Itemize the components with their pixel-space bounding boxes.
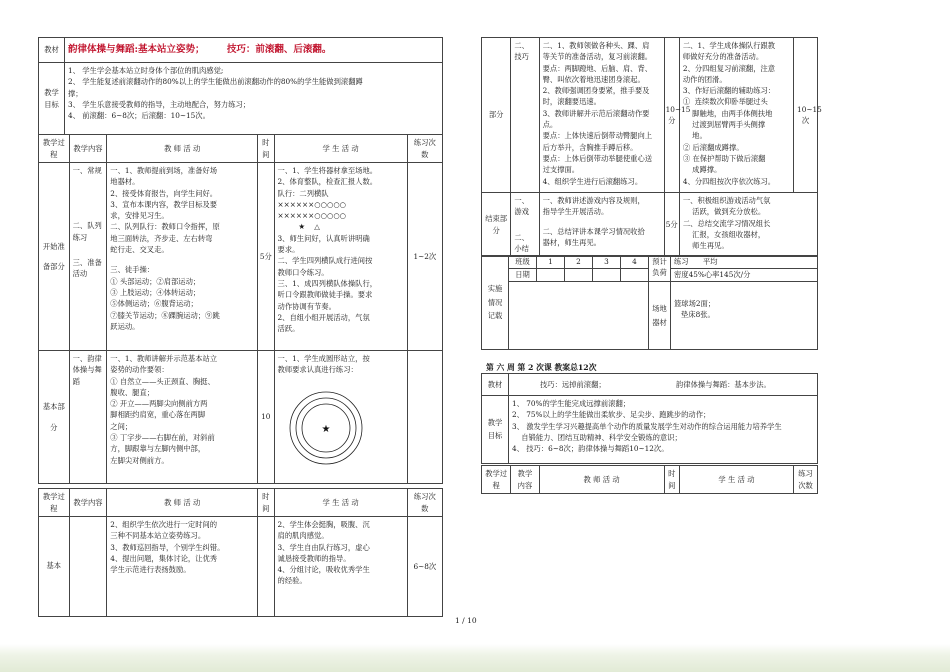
title-part-2: 技巧：前滚翻、后滚翻。 <box>226 43 332 55</box>
header-teacher: 教 师 活 动 <box>107 489 258 517</box>
student-line: 一、积极组织游戏活动气氛 <box>682 196 771 205</box>
student-line: 肩的肌肉感觉。 <box>277 531 329 541</box>
teacher-line: 3、教师巡回指导，个别学生纠错。 <box>110 542 225 552</box>
student-line: 3、学生自由队行练习，虚心 <box>277 542 370 552</box>
class-col: 2 <box>565 256 593 269</box>
student-line: 4、分四组按次序依次练习。 <box>682 176 776 186</box>
lesson-title <box>65 38 443 63</box>
title-part-1: 韵律体操与舞蹈:基本站立姿势； <box>68 43 205 55</box>
teacher-line: 要点：上体快速后倒带动臀腿向上 <box>542 131 653 141</box>
reps-basic <box>407 351 442 484</box>
teacher-line: 后方举升，含胸推手蹲后移。 <box>542 142 638 152</box>
teacher-line: 2、教师强调团身要紧，推手要及 <box>542 86 650 96</box>
lesson2-header-table <box>481 465 818 494</box>
student-line: 二、总结交流学习情况组长 <box>682 218 771 228</box>
header-reps: 练习次数 <box>794 466 818 494</box>
teacher-line <box>543 218 661 226</box>
material-label: 教材 <box>39 38 65 63</box>
teacher-line: ① 头部运动；②肩部运动； <box>110 276 201 286</box>
content-start <box>69 163 107 351</box>
goals-label: 教学目标 <box>482 396 509 464</box>
teacher-line: 一、1、教师提前到场，准备好场 <box>110 166 218 175</box>
content-end <box>511 193 539 257</box>
student-skill <box>679 38 793 193</box>
student-line: 队行：二列横队 <box>277 188 329 198</box>
time-skill: 10~15分 <box>664 38 679 193</box>
teacher-line: 脚相距约肩宽，重心落在两脚 <box>110 410 206 420</box>
left-process-table-2 <box>38 488 443 617</box>
teacher-line: 一、教师讲述游戏内容及规则， <box>542 196 645 205</box>
student-line: 活跃。 <box>277 324 300 334</box>
goal-item: 3、 学生乐意接受教师的指导，主动地配合，努力练习； <box>68 99 251 109</box>
record-label: 实施情况记载 <box>482 256 509 350</box>
goal-item: 4、 技巧：6~8次；韵律体操与舞蹈10~12次。 <box>512 444 669 454</box>
header-teacher: 教 师 活 动 <box>107 135 258 163</box>
teacher-line: 一、1、教师讲解并示范基本站立 <box>110 354 218 363</box>
student-line: 师做好充分的准备活动。 <box>682 52 764 62</box>
goal-item: 自锻能力、团结互助精神、科学安全锻炼的意识； <box>512 432 682 442</box>
teacher-end <box>539 193 664 257</box>
density-value: 密度45%心率145次/分 <box>671 269 818 282</box>
goal-item: 2、 学生能复述前滚翻动作的80%以上的学生能做出前滚翻动作的80%的学生能做到滚翻蹲 <box>68 77 363 87</box>
header-time: 时间 <box>664 466 679 494</box>
practice-avg <box>671 256 818 269</box>
date-cell <box>565 269 593 282</box>
time-start: 5分 <box>258 163 274 351</box>
teacher-line: 器材，师生再见。 <box>542 237 601 247</box>
teacher-line: 二、总结评讲本课学习情况收拾 <box>542 226 645 236</box>
student-line: 要求。 <box>277 245 300 255</box>
teacher-star-icon: ★ <box>321 423 331 435</box>
date-cell <box>537 269 565 282</box>
content-basic: 一、韵律体操与舞蹈 <box>69 351 107 484</box>
left-process-table <box>38 134 443 484</box>
teacher-line: 点。 <box>542 120 558 130</box>
header-student: 学 生 活 动 <box>679 466 793 494</box>
teacher-line: ② 开立——两脚尖向侧前方两 <box>110 399 208 409</box>
venue-list <box>671 282 818 350</box>
header-content: 教学内容 <box>69 135 107 163</box>
teacher-line: 指导学生开展活动。 <box>542 207 609 217</box>
content-item: 一、游戏 <box>514 196 529 217</box>
class-col: 4 <box>621 256 649 269</box>
header-reps: 练习次数 <box>407 489 442 517</box>
process-end: 结束部分 <box>482 193 511 257</box>
teacher-line: 时，滚翻要迅速。 <box>542 97 601 107</box>
teacher-line: 求，安排见习生。 <box>110 211 169 221</box>
teacher-line: 学生示范进行表扬鼓励。 <box>110 565 191 575</box>
teacher-line: 蛇行走、交叉走。 <box>110 245 169 255</box>
student-line: 一、1、学生将器材拿至场地。 <box>277 166 378 175</box>
student-line: ××××××○○○○○ <box>277 199 347 209</box>
teacher-line <box>110 255 254 264</box>
header-content: 教学内容 <box>511 466 539 494</box>
goal-item: 4、 前滚翻：6~8次；后滚翻：10~15次。 <box>68 111 210 121</box>
date-cell <box>621 269 649 282</box>
process-start: 开始准备部分 <box>39 163 70 351</box>
teacher-line: 2、组织学生依次进行一定时间的 <box>110 520 218 529</box>
student-line: ① 连续数次仰卧举腿过头 <box>682 97 768 107</box>
student-line: 脚触地，由两手体侧扶地 <box>682 108 773 118</box>
student-line: 动作的团滑。 <box>682 74 727 84</box>
lesson2-objectives-table <box>481 373 818 464</box>
header-teacher: 教 师 活 动 <box>539 466 664 494</box>
header-student: 学 生 活 动 <box>274 489 407 517</box>
teacher-line: ⑤体侧运动；⑥腹背运动； <box>110 299 198 309</box>
header-time: 时间 <box>258 489 274 517</box>
content-item: 二、队列练习 <box>72 221 102 242</box>
content-item: 三、准备活动 <box>72 257 102 279</box>
student-line: 二、学生四列横队成行进间按 <box>277 256 373 266</box>
student-line: 动作协调有节奏。 <box>277 301 336 311</box>
student-line: 二、1、学生成体操队行跟教 <box>682 41 776 50</box>
student-line: 教师口令练习。 <box>277 267 329 277</box>
student-line: 三、1、成四列横队体操队行， <box>277 278 378 288</box>
goals-label: 教学目标 <box>39 63 65 135</box>
predict-label: 预计负荷 <box>649 256 671 282</box>
avg-label: 平均 <box>702 257 718 266</box>
content-basic-2 <box>69 517 107 617</box>
process-basic: 基本部分 <box>39 351 70 484</box>
venue-item: 篮球场2面； <box>674 299 716 308</box>
teacher-line: 二、队列队行：教师口令指挥，原 <box>110 222 220 232</box>
student-line: 一、1、学生成圆形站立，按 <box>277 354 370 363</box>
material-label: 教材 <box>482 374 509 396</box>
right-process-table <box>481 37 822 257</box>
teacher-line: 要点：两脚蹬地、后脑、肩、背、 <box>542 63 653 73</box>
teacher-line: 3、宣布本课内容，教学目标及要 <box>110 199 218 209</box>
process-skill: 部分 <box>482 38 511 193</box>
student-line: 成蹲撑。 <box>682 165 722 175</box>
lesson2-material <box>509 374 818 396</box>
student-line: 诚恳接受教师的指导。 <box>277 553 351 563</box>
teacher-basic-2 <box>107 517 258 617</box>
student-line: 2、自组小组开展活动，气氛 <box>277 312 370 322</box>
student-line: 3、师生问好，认真听讲明确 <box>277 233 370 243</box>
teacher-line: ① 自然立——头正颈直、胸挺、 <box>110 376 215 386</box>
student-line: 师生再见。 <box>682 241 729 251</box>
teacher-line: 二、1、教师领做各种头、踝、肩 <box>542 41 650 50</box>
venue-item: 垫床8张。 <box>681 310 715 320</box>
record-table <box>481 255 818 350</box>
teacher-line: 等关节的准备活动，复习前滚翻。 <box>542 52 653 62</box>
content-skill: 二、技巧 <box>511 38 539 193</box>
time-basic: 10 <box>258 351 274 484</box>
venue-label: 场地器材 <box>649 282 671 350</box>
teacher-line: 左脚尖对侧前方。 <box>110 455 169 465</box>
student-line: 过渡到屈臂两手头侧撑 <box>682 120 766 130</box>
lesson2-goals <box>509 396 818 464</box>
teacher-line: 三、徒手操： <box>110 265 155 275</box>
goal-item: 1、 70%的学生能完成远撑前滚翻； <box>512 399 631 408</box>
goal-item: 撑； <box>68 88 83 98</box>
class-col: 1 <box>537 256 565 269</box>
header-student: 学 生 活 动 <box>274 135 407 163</box>
student-line: ③ 在保护帮助下做后滚翻 <box>682 153 766 163</box>
student-line: 4、分组讨论，吸收优秀学生 <box>277 565 370 575</box>
student-line: ××××××○○○○○ <box>277 211 347 221</box>
teacher-skill <box>539 38 664 193</box>
teacher-start <box>107 163 258 351</box>
teacher-line: 跃运动。 <box>110 321 140 331</box>
header-content: 教学内容 <box>69 489 107 517</box>
teacher-line: 方，脚跟靠与左脚内侧中部， <box>110 444 206 454</box>
process-basic-2: 基本 <box>39 517 70 617</box>
student-line: 3、作好后滚翻的辅助练习： <box>682 86 776 96</box>
teacher-line: ③ 丁字步——右脚在前，对斜前 <box>110 433 215 443</box>
teacher-line: 过支撑面。 <box>542 165 580 175</box>
teacher-line: 姿势的动作要领： <box>110 365 169 375</box>
class-col: 3 <box>593 256 621 269</box>
header-time: 时间 <box>258 135 274 163</box>
teacher-line: 4、组织学生进行后滚翻练习。 <box>542 176 643 186</box>
teacher-line: 4、提出问题，集体讨论，让优秀 <box>110 553 218 563</box>
teacher-line: 3、教师讲解并示范后滚翻动作要 <box>542 108 650 118</box>
page-number: 1 / 10 <box>455 616 477 625</box>
teacher-basic <box>107 351 258 484</box>
student-basic <box>274 351 407 484</box>
teacher-line: 地三面转法，齐步走、左右转弯 <box>110 233 213 243</box>
content-item: 一、常规 <box>72 166 102 175</box>
practice-label: 练习 <box>674 257 689 266</box>
reps-basic-2: 6~8次 <box>407 517 442 617</box>
teacher-line: 要点：上体后倒带动举腿使重心送 <box>542 153 653 163</box>
time-basic-2 <box>258 517 274 617</box>
reps-start: 1~2次 <box>407 163 442 351</box>
student-line: 2、体育整队，检查汇报人数。 <box>277 177 378 187</box>
header-reps: 练习次数 <box>407 135 442 163</box>
formation-markers: ★ △ <box>277 222 320 232</box>
student-line: 的经验。 <box>277 576 307 586</box>
goals-list <box>65 63 443 135</box>
teacher-line: 之间； <box>110 421 133 431</box>
student-line: 2、分四组复习前滚翻，注意 <box>682 63 776 73</box>
student-line: 2、学生体会挺胸，吸腹、沉 <box>277 520 370 529</box>
date-label: 日期 <box>509 269 537 282</box>
circle-formation-diagram <box>282 378 378 476</box>
student-end <box>679 193 817 257</box>
goal-item: 2、 75%以上的学生能做出柔软步、足尖步、跑跳步的动作； <box>512 410 711 420</box>
date-cell <box>593 269 621 282</box>
teacher-line: 臀、叫依次着地迅速团身滚起。 <box>542 74 645 84</box>
teacher-line: ③ 上肢运动；④体转运动； <box>110 287 201 297</box>
goal-item: 3、 激发学生学习兴趣提高单个动作的质量发展学生对动作的综合运用能力培养学生 <box>512 421 782 431</box>
student-line: 汇报，女孩组收器材， <box>682 229 766 239</box>
teacher-line: 地器材。 <box>110 177 140 187</box>
header-process: 教学过程 <box>482 466 511 494</box>
content-item: 二、小结 <box>514 232 529 253</box>
footer-gradient <box>0 644 950 672</box>
material-b: 韵律体操与舞蹈：基本步法。 <box>676 379 771 389</box>
student-line: ② 后滚翻成蹲撑。 <box>682 142 744 152</box>
student-line: 教师要求认真进行练习： <box>277 365 358 375</box>
class-label: 班级 <box>509 256 537 269</box>
header-process: 教学过程 <box>39 135 70 163</box>
reps-skill: 10~15次 <box>794 38 818 193</box>
student-line: 地。 <box>682 131 707 141</box>
left-objectives-table <box>38 37 443 135</box>
student-line: 听口令跟教师做徒手操。要求 <box>277 290 373 300</box>
record-notes <box>509 282 649 350</box>
teacher-line: 腹收、腿直； <box>110 387 155 397</box>
student-start <box>274 163 407 351</box>
teacher-line: 三种不同基本站立姿势练习。 <box>110 531 206 541</box>
teacher-line: 2、接受体育报告，向学生问好。 <box>110 188 218 198</box>
material-a: 技巧：远掉前滚翻； <box>540 379 606 389</box>
student-line: 活跃，做到充分放松。 <box>682 207 766 217</box>
lesson2-heading: 第 六 周 第 2 次课 教案总12次 <box>486 363 597 372</box>
teacher-line: ⑦膝关节运动；⑧踝腕运动；⑨跳 <box>110 310 220 320</box>
student-basic-2 <box>274 517 407 617</box>
header-process: 教学过程 <box>39 489 70 517</box>
time-end: 5分 <box>664 193 679 257</box>
goal-item: 1、 学生学会基本站立时身体个部位的肌肉感觉; <box>68 66 224 75</box>
